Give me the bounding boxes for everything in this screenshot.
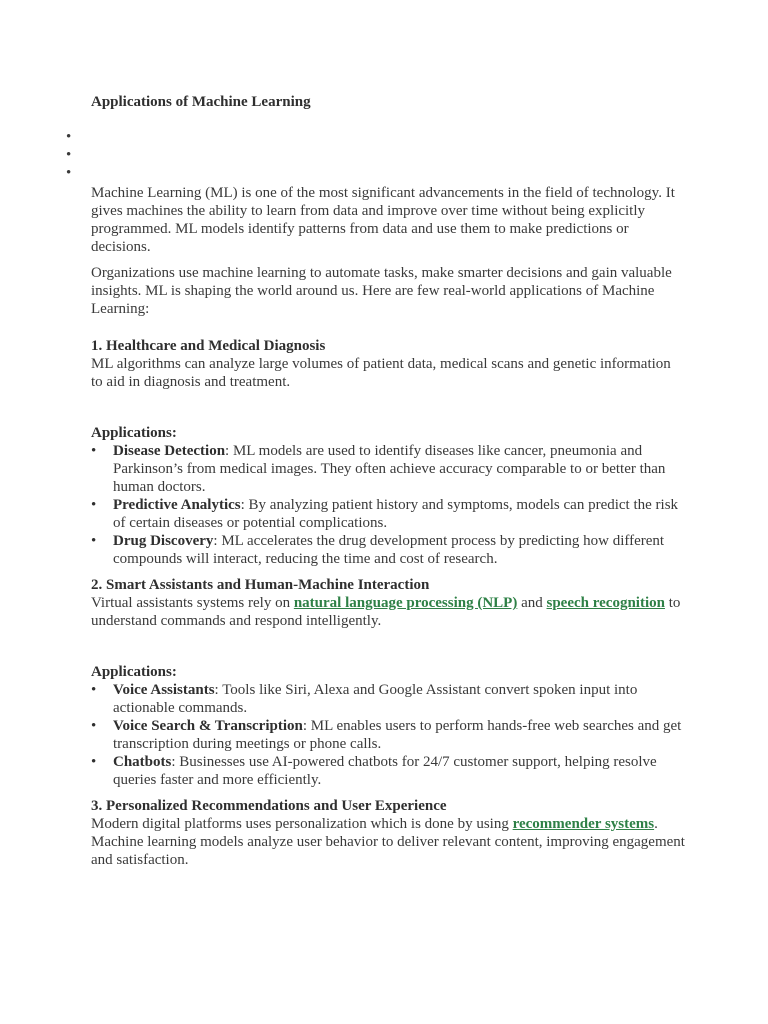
item-term: Voice Assistants	[113, 682, 215, 698]
body-text: . Machine learning models analyze user behavior to deliver relevant content, improving engagement and satisfaction.	[91, 816, 685, 868]
applications-list-healthcare	[91, 442, 685, 568]
item-text: : Tools like Siri, Alexa and Google Assistant convert spoken input into actionable commands.	[113, 682, 638, 716]
empty-bullet: •	[66, 165, 72, 181]
section-heading-recommendations: 3. Personalized Recommendations and User Experience	[91, 798, 447, 814]
intro-paragraph: Organizations use machine learning to automate tasks, make smarter decisions and gain valuable insights. ML is shaping the world around us. Here are few real-world applications of Machine Learning:	[91, 265, 672, 317]
empty-bullet: •	[66, 147, 72, 163]
section-body-recommendations	[91, 815, 685, 869]
item-text: : Businesses use AI-powered chatbots for 24/7 customer support, helping resolve queries faster and more efficiently.	[113, 754, 657, 788]
item-term: Voice Search & Transcription	[113, 718, 303, 734]
list-item	[113, 717, 685, 753]
body-text: Virtual assistants systems rely on	[91, 595, 294, 611]
list-item	[113, 681, 685, 717]
item-text: : ML models are used to identify diseases like cancer, pneumonia and Parkinson’s from medical images. They often achieve accuracy comparable to or better than human doctors.	[113, 443, 666, 495]
body-text: to understand commands and respond intelligently.	[91, 595, 681, 629]
section-heading-healthcare: 1. Healthcare and Medical Diagnosis	[91, 338, 326, 354]
item-text: : ML enables users to perform hands-free web searches and get transcription during meetings or phone calls.	[113, 718, 682, 752]
applications-label: Applications:	[91, 664, 177, 680]
body-text: and	[517, 595, 547, 611]
list-item	[113, 442, 685, 496]
article-content	[91, 93, 685, 869]
empty-bullet: •	[66, 129, 72, 145]
list-item	[113, 753, 685, 789]
recommender-systems-link[interactable]: recommender systems	[512, 816, 655, 832]
list-item	[113, 532, 685, 568]
applications-label: Applications:	[91, 425, 177, 441]
page-title: Applications of Machine Learning	[91, 94, 311, 110]
item-term: Disease Detection	[113, 443, 226, 459]
section-heading-smart-assistants: 2. Smart Assistants and Human-Machine Interaction	[91, 577, 430, 593]
body-text: Modern digital platforms uses personalization which is done by using	[91, 816, 513, 832]
speech-recognition-link[interactable]: speech recognition	[546, 595, 665, 611]
nlp-link[interactable]: natural language processing (NLP)	[293, 595, 518, 611]
item-term: Predictive Analytics	[113, 497, 241, 513]
item-term: Drug Discovery	[113, 533, 214, 549]
section-body-smart-assistants	[91, 594, 685, 630]
item-text: : By analyzing patient history and symptoms, models can predict the risk of certain diseases or potential complications.	[113, 497, 679, 531]
empty-bullet-list	[66, 128, 71, 182]
section-body-healthcare: ML algorithms can analyze large volumes of patient data, medical scans and genetic information to aid in diagnosis and treatment.	[91, 356, 671, 390]
list-item	[113, 496, 685, 532]
applications-list-smart-assistants	[91, 681, 685, 789]
intro-paragraph: Machine Learning (ML) is one of the most significant advancements in the field of technology. It gives machines the ability to learn from data and improve over time without being explicitly programmed. ML models identify patterns from data and use them to make predictions or decisions.	[91, 185, 675, 255]
item-text: : ML accelerates the drug development process by predicting how different compounds will interact, reducing the time and cost of research.	[113, 533, 665, 567]
item-term: Chatbots	[113, 754, 172, 770]
